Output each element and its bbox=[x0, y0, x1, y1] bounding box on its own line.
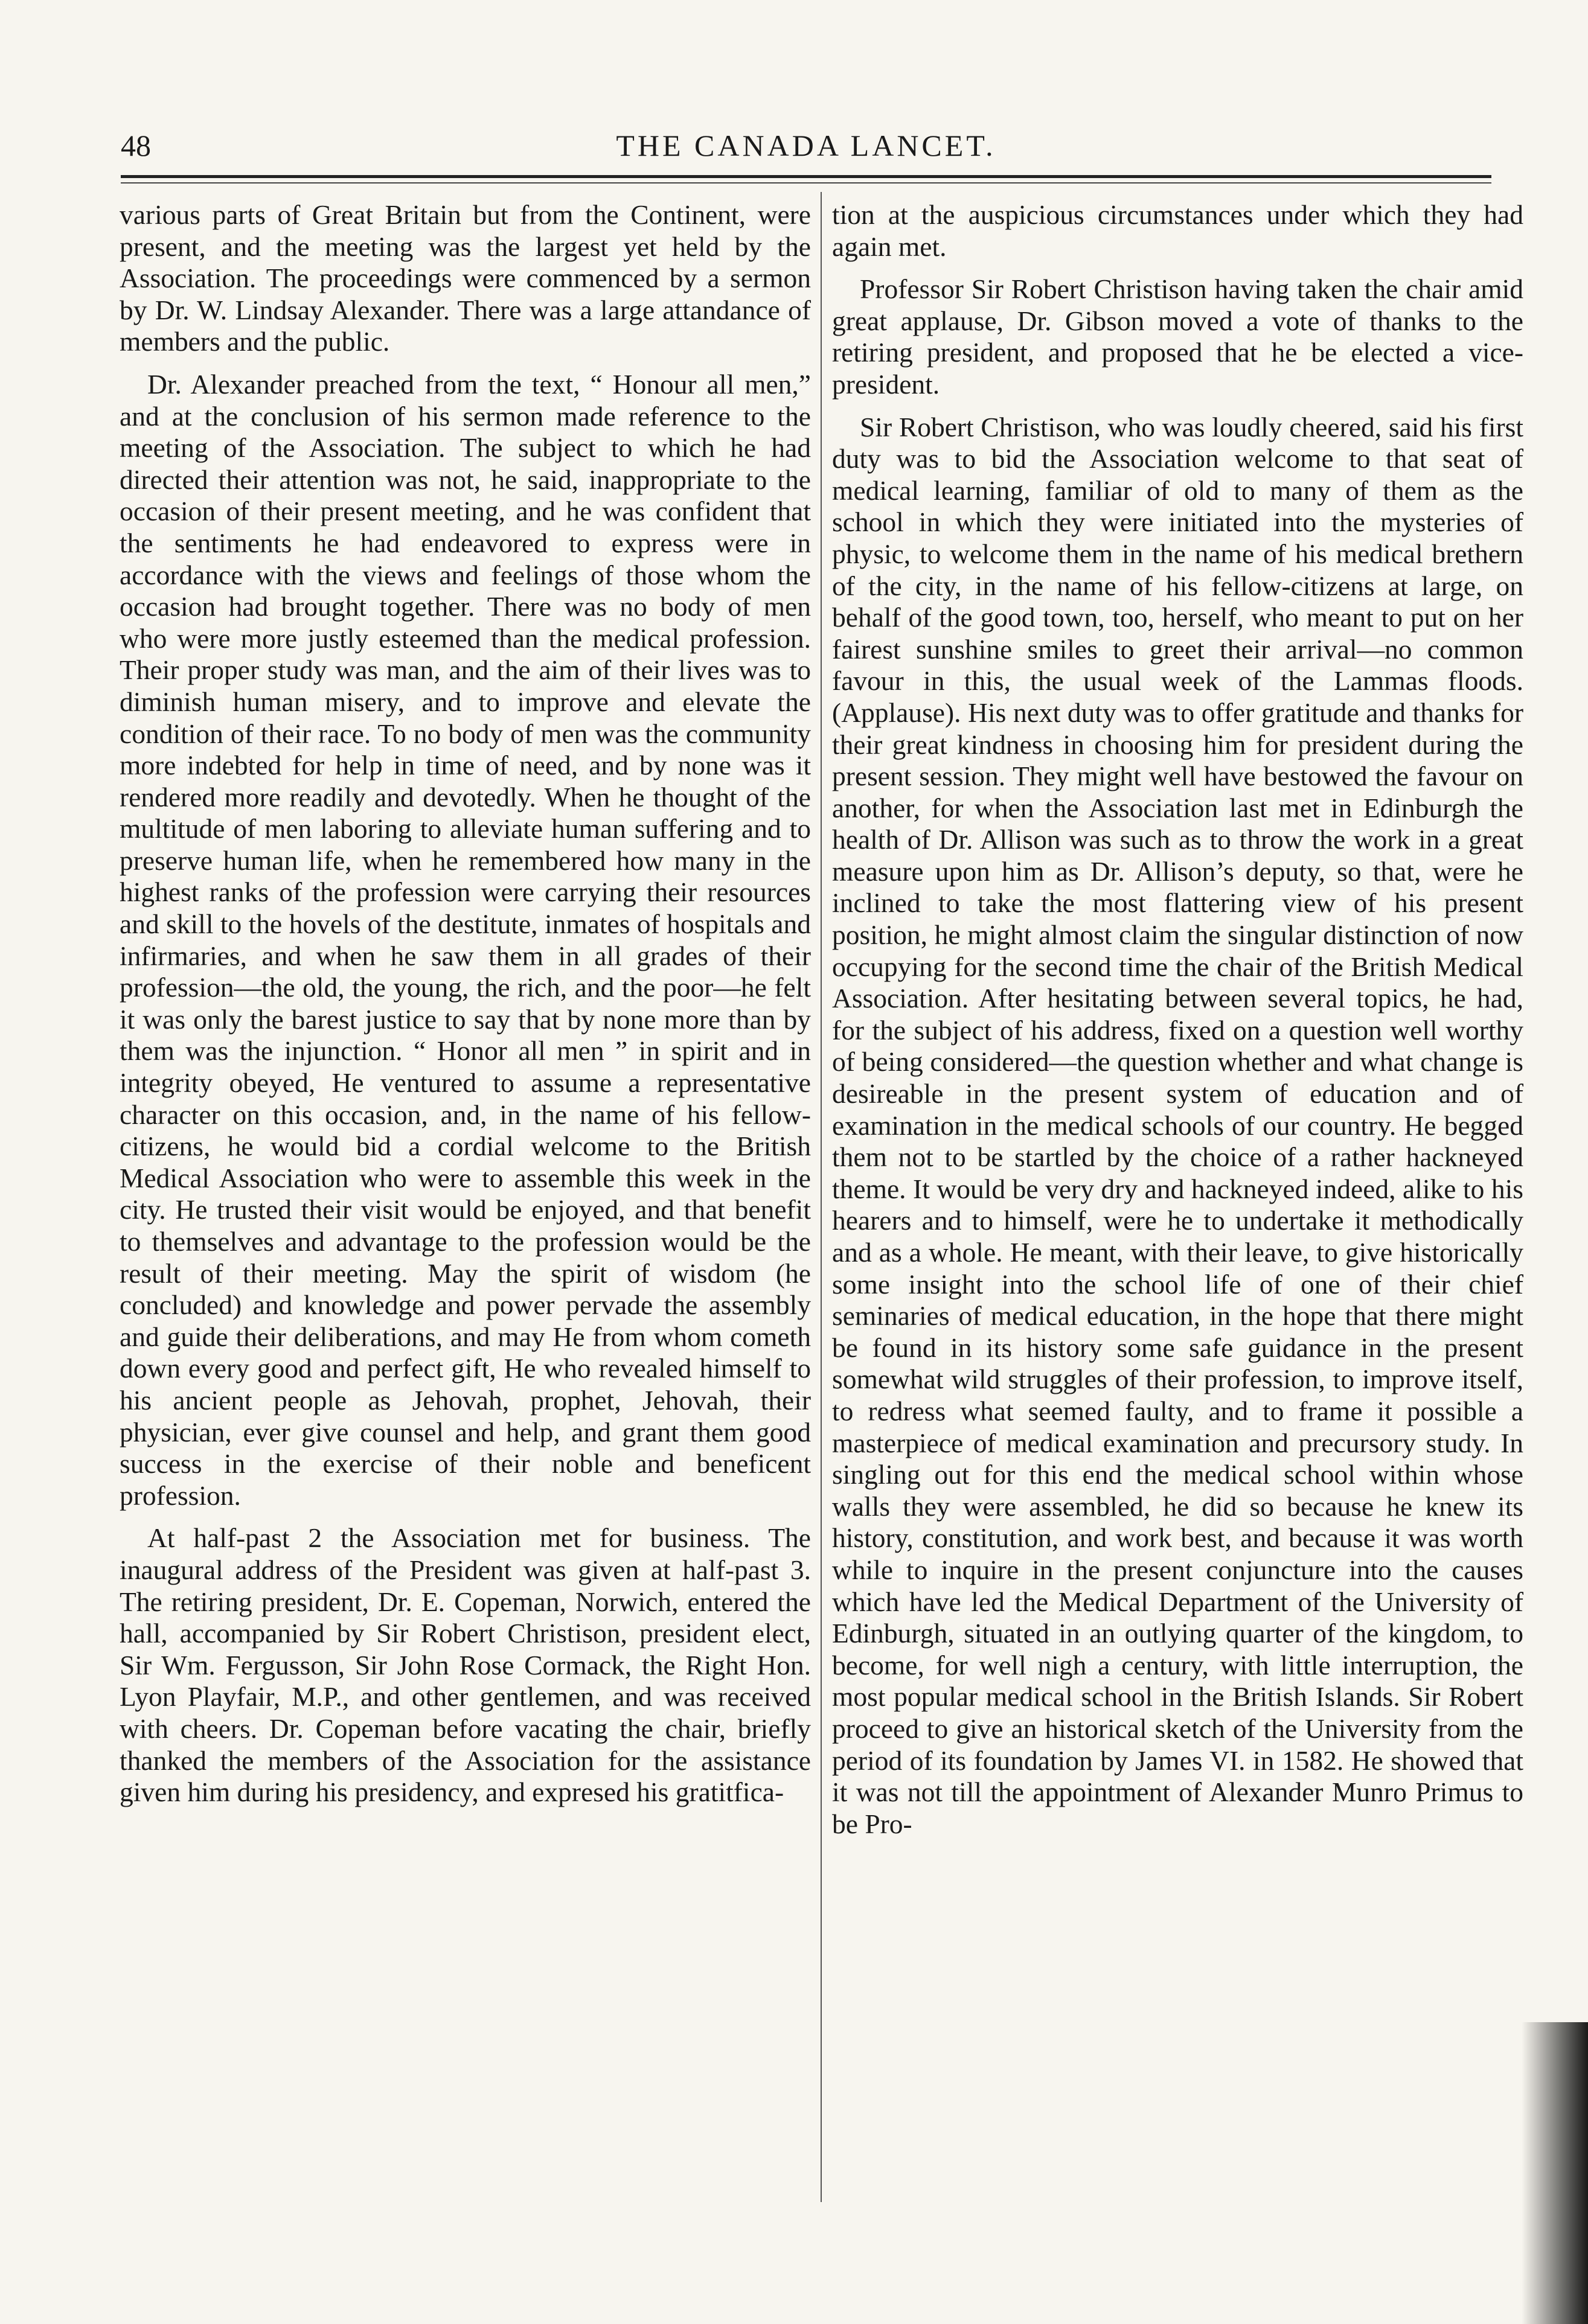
running-title: THE CANADA LANCET. bbox=[616, 129, 996, 162]
paragraph: At half-past 2 the Association met for business. The inaugural address of the President was given at half-past 3. The retiring president, Dr. E. Copeman, Norwich, entered the hall, accompanied by Sir Robert Christison, president elect, Sir Wm. Fergusson, Sir John Rose Cormack, the Right Hon. Lyon Playfair, M.P., and other gentlemen, and was received with cheers. Dr. Copeman before vacating the chair, briefly thanked the members of the Association for the assistance given him during his presidency, and expresed his gratitfica- bbox=[120, 1522, 811, 1808]
header-rule-thick bbox=[121, 175, 1491, 178]
right-column bbox=[832, 199, 1523, 1840]
page-edge-shadow bbox=[1522, 2022, 1588, 2324]
page-number: 48 bbox=[121, 129, 151, 162]
paragraph: Dr. Alexander preached from the text, “ Honour all men,” and at the conclusion of his sermon made reference to the meeting of the Association. The subject to which he had directed their attention was not, he said, inappropriate to the occasion of their present meeting, and he was confident that the sentiments he had endeavored to express were in accordance with the views and feelings of those whom the occasion had brought together. There was no body of men who were more justly esteemed than the medical profession. Their proper study was man, and the aim of their lives was to diminish human misery, and to improve and elevate the condition of their race. To no body of men was the community more indebted for help in time of need, and by none was it rendered more readily and devotedly. When he thought of the multitude of men laboring to alleviate human suffering and to preserve human life, when he remembered how many in the highest ranks of the profession were carrying their resources and skill to the hovels of the destitute, inmates of hospitals and infirmaries, and when he saw them in all grades of their profession—the old, the young, the rich, and the poor—he felt it was only the barest justice to say that by none more than by them was the injunction. “ Honor all men ” in spirit and in integrity obeyed, He ventured to assume a representative character on this occasion, and, in the name of his fellow-citizens, he would bid a cordial welcome to the British Medical Association who were to assemble this week in the city. He trusted their visit would be enjoyed, and that benefit to themselves and advantage to the profession would be the result of their meeting. May the spirit of wisdom (he concluded) and knowledge and power pervade the assembly and guide their deliberations, and may He from whom cometh down every good and perfect gift, He who revealed himself to his ancient people as Jehovah, prophet, Jehovah, their physician, ever give counsel and help, and grant them good success in the exercise of their noble and beneficent profession. bbox=[120, 368, 811, 1511]
left-column bbox=[120, 199, 811, 1808]
paragraph: Sir Robert Christison, who was loudly cheered, said his first duty was to bid the Association welcome to that seat of medical learning, familiar of old to many of them as the school in which they were initiated into the mysteries of physic, to welcome them in the name of his medical brethern of the city, in the name of his fellow-citizens at large, on behalf of the good town, too, herself, who meant to put on her fairest sunshine smiles to greet their arrival—no common favour in this, the usual week of the Lammas floods. (Applause). His next duty was to offer gratitude and thanks for their great kindness in choosing him for president during the present session. They might well have bestowed the favour on another, for when the Association last met in Edinburgh the health of Dr. Allison was such as to throw the work in a great measure upon him as Dr. Allison’s deputy, so that, were he inclined to take the most flattering view of his present position, he might almost claim the singular distinction of now occupying for the second time the chair of the British Medical Association. After hesitating between several topics, he had, for the subject of his address, fixed on a question well worthy of being considered—the question whether and what change is desireable in the present system of education and of examination in the medical schools of our country. He begged them not to be startled by the choice of a rather hackneyed theme. It would be very dry and hackneyed indeed, alike to his hearers and to himself, were he to undertake it methodically and as a whole. He meant, with their leave, to give historically some insight into the school life of one of their chief seminaries of medical education, in the hope that there might be found in its history some safe guidance in the present somewhat wild struggles of their profession, to improve itself, to redress what seemed faulty, and to frame it possible a masterpiece of medical examination and precursory study. In singling out for this end the medical school within whose walls they were assembled, he did so because he knew its history, constitution, and work best, and because it was worth while to inquire in the present conjuncture into the causes which have led the Medical Department of the University of Edinburgh, situated in an outlying quarter of the kingdom, to become, for well nigh a century, with little interruption, the most popular medical school in the British Islands. Sir Robert proceed to give an historical sketch of the University from the period of its foundation by James VI. in 1582. He showed that it was not till the appointment of Alexander Munro Primus to be Pro- bbox=[832, 411, 1523, 1839]
paragraph: tion at the auspicious circumstances under which they had again met. bbox=[832, 199, 1523, 262]
paragraph: Professor Sir Robert Christison having taken the chair amid great applause, Dr. Gibson moved a vote of thanks to the retiring president, and proposed that he be elected a vice-president. bbox=[832, 273, 1523, 400]
page-header bbox=[121, 128, 1491, 176]
column-divider bbox=[821, 192, 822, 2202]
paragraph: various parts of Great Britain but from the Continent, were present, and the meeting was the largest yet held by the Association. The proceedings were commenced by a sermon by Dr. W. Lindsay Alexander. There was a large attandance of members and the public. bbox=[120, 199, 811, 357]
header-rule-thin bbox=[121, 182, 1491, 184]
